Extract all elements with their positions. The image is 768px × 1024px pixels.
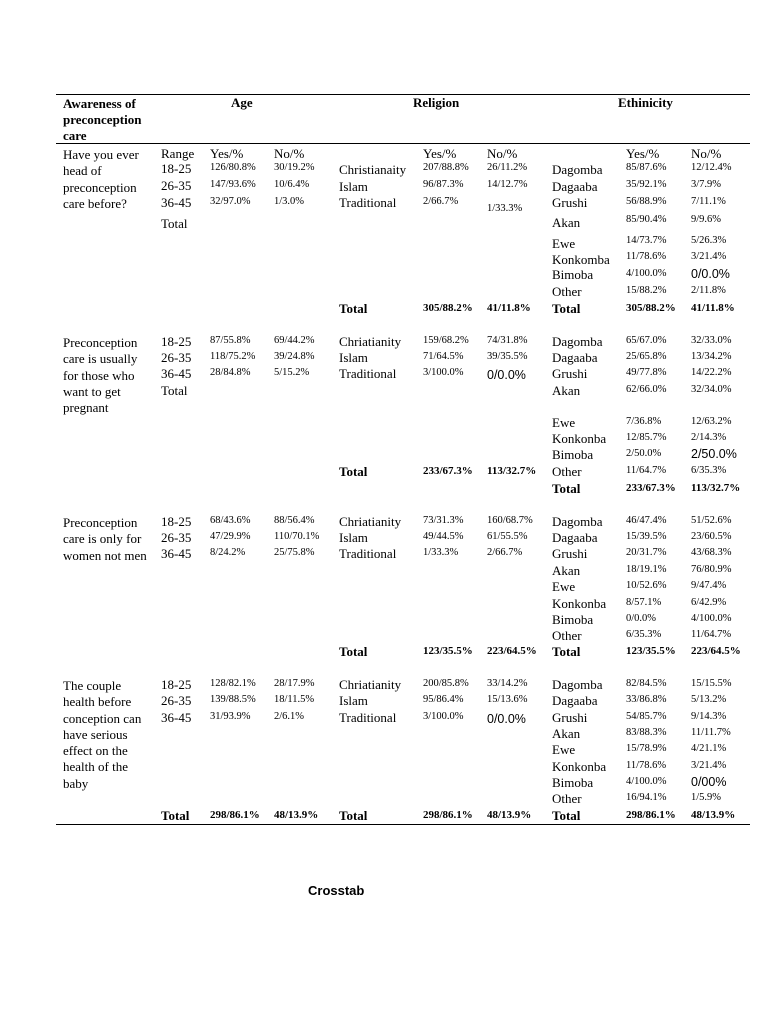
ethnicity-name: Akan [552, 215, 581, 230]
age-yes-value: 31/93.9% [210, 711, 251, 722]
religion-yes-value: 207/88.8% [423, 162, 469, 173]
ethnicity-total-no: 113/32.7% [691, 482, 741, 494]
ethnicity-name: Dagaaba [552, 693, 598, 708]
ethnicity-yes-value: 18/19.1% [626, 564, 667, 575]
ethnicity-name: Dagaaba [552, 350, 598, 365]
ethnicity-yes-value: 35/92.1% [626, 179, 667, 190]
ethnicity-total-label: Total [552, 481, 581, 496]
ethnicity-no-value: 32/34.0% [691, 384, 732, 395]
religion-no-value: 26/11.2% [487, 162, 528, 173]
ethnicity-name: Grushi [552, 366, 588, 381]
ethnicity-yes-value: 62/66.0% [626, 384, 667, 395]
age-yes-value: 139/88.5% [210, 694, 256, 705]
ethnicity-name: Grushi [552, 195, 588, 210]
religion-no-value: 14/12.7% [487, 179, 528, 190]
ethnicity-no-value: 4/21.1% [691, 743, 727, 754]
table-header-rule [56, 143, 750, 144]
religion-total-label: Total [339, 301, 368, 316]
ethnicity-no-value: 1/5.9% [691, 792, 722, 803]
religion-total-label: Total [339, 464, 368, 479]
age-no-value: 5/15.2% [274, 367, 310, 378]
header-age: Age [231, 95, 253, 110]
religion-yes-value: 73/31.3% [423, 515, 464, 526]
ethnicity-no-value: 51/52.6% [691, 515, 732, 526]
ethnicity-name: Akan [552, 383, 581, 398]
age-yes-label: Yes/% [210, 146, 244, 161]
table-bottom-rule [56, 824, 750, 825]
religion-total-no: 48/13.9% [487, 809, 532, 821]
age-no-value: 88/56.4% [274, 515, 315, 526]
age-range: 36-45 [161, 195, 192, 210]
ethnicity-name: Ewe [552, 579, 576, 594]
religion-no-value: 15/13.6% [487, 694, 528, 705]
religion-total-yes: 233/67.3% [423, 465, 473, 477]
age-yes-value: 87/55.8% [210, 335, 251, 346]
ethnicity-yes-value: 10/52.6% [626, 580, 667, 591]
ethnicity-name: Bimoba [552, 775, 594, 790]
religion-total-no: 223/64.5% [487, 645, 537, 657]
religion-total-yes: 123/35.5% [423, 645, 473, 657]
ethnicity-no-label: No/% [691, 146, 722, 161]
religion-yes-value: 96/87.3% [423, 179, 464, 190]
age-yes-value: 28/84.8% [210, 367, 251, 378]
age-no-value: 28/17.9% [274, 678, 315, 689]
ethnicity-yes-value: 11/78.6% [626, 251, 667, 262]
ethnicity-no-value: 6/42.9% [691, 597, 727, 608]
religion-no-value: 2/66.7% [487, 547, 523, 558]
ethnicity-name: Ewe [552, 742, 576, 757]
age-yes-value: 126/80.8% [210, 162, 256, 173]
ethnicity-yes-value: 7/36.8% [626, 416, 662, 427]
ethnicity-name: Dagomba [552, 514, 603, 529]
religion-name: Traditional [339, 366, 397, 381]
ethnicity-yes-value: 49/77.8% [626, 367, 667, 378]
ethnicity-yes-value: 15/88.2% [626, 285, 667, 296]
religion-yes-value: 2/66.7% [423, 196, 459, 207]
ethnicity-no-value: 5/26.3% [691, 235, 727, 246]
religion-yes-value: 1/33.3% [423, 547, 459, 558]
ethnicity-no-value: 4/100.0% [691, 613, 732, 624]
ethnicity-yes-value: 2/50.0% [626, 448, 662, 459]
religion-name: Traditional [339, 546, 397, 561]
ethnicity-total-label: Total [552, 808, 581, 823]
religion-name: Traditional [339, 195, 397, 210]
age-yes-value: 118/75.2% [210, 351, 256, 362]
age-range: 36-45 [161, 546, 192, 561]
ethnicity-yes-value: 4/100.0% [626, 776, 667, 787]
religion-name: Traditional [339, 710, 397, 725]
ethnicity-yes-value: 11/64.7% [626, 465, 667, 476]
age-no-value: 25/75.8% [274, 547, 315, 558]
ethnicity-total-label: Total [552, 301, 581, 316]
ethnicity-name: Akan [552, 726, 581, 741]
ethnicity-yes-value: 46/47.4% [626, 515, 667, 526]
age-yes-value: 147/93.6% [210, 179, 256, 190]
ethnicity-no-value: 11/64.7% [691, 629, 732, 640]
ethnicity-no-value: 12/12.4% [691, 162, 732, 173]
ethnicity-name: Dagaaba [552, 530, 598, 545]
ethnicity-yes-value: 56/88.9% [626, 196, 667, 207]
question-text: Have you ever head of preconception care before? [63, 147, 139, 211]
ethnicity-name: Konkonba [552, 596, 607, 611]
ethnicity-name: Bimoba [552, 612, 594, 627]
age-no-value: 69/44.2% [274, 335, 315, 346]
ethnicity-no-value: 2/11.8% [691, 285, 726, 296]
ethnicity-no-value: 15/15.5% [691, 678, 732, 689]
age-total-label: Total [161, 383, 188, 398]
ethnicity-no-value: 2/50.0% [691, 447, 737, 461]
ethnicity-yes-value: 82/84.5% [626, 678, 667, 689]
age-yes-value: 8/24.2% [210, 547, 246, 558]
age-range: 36-45 [161, 366, 192, 381]
religion-no-value: 0/0.0% [487, 712, 526, 726]
ethnicity-no-value: 0/0.0% [691, 267, 730, 281]
ethnicity-no-value: 43/68.3% [691, 547, 732, 558]
age-yes-value: 32/97.0% [210, 196, 251, 207]
ethnicity-total-label: Total [552, 644, 581, 659]
religion-yes-label: Yes/% [423, 146, 457, 161]
age-no-value: 2/6.1% [274, 711, 305, 722]
ethnicity-name: Other [552, 284, 582, 299]
religion-total-yes: 298/86.1% [423, 809, 473, 821]
ethnicity-yes-value: 14/73.7% [626, 235, 667, 246]
ethnicity-total-yes: 298/86.1% [626, 809, 676, 821]
age-range: 26-35 [161, 178, 192, 193]
age-range-label: Range [161, 146, 195, 161]
header-religion: Religion [413, 95, 460, 110]
age-range: 26-35 [161, 693, 192, 708]
religion-yes-value: 3/100.0% [423, 367, 464, 378]
ethnicity-yes-value: 11/78.6% [626, 760, 667, 771]
religion-no-value: 160/68.7% [487, 515, 533, 526]
header-awareness: Awareness of preconception care [63, 96, 142, 143]
age-total-yes: 298/86.1% [210, 809, 260, 821]
ethnicity-name: Grushi [552, 710, 588, 725]
age-no-value: 10/6.4% [274, 179, 310, 190]
religion-yes-value: 49/44.5% [423, 531, 464, 542]
age-no-value: 110/70.1% [274, 531, 320, 542]
question-text: Preconception care is usually for those who want to get pregnant [63, 335, 138, 416]
ethnicity-total-no: 41/11.8% [691, 302, 735, 314]
ethnicity-name: Ewe [552, 415, 576, 430]
ethnicity-yes-value: 0/0.0% [626, 613, 657, 624]
religion-name: Islam [339, 350, 368, 365]
religion-name: Chriatianity [339, 334, 402, 349]
religion-no-value: 39/35.5% [487, 351, 528, 362]
ethnicity-no-value: 3/21.4% [691, 760, 727, 771]
ethnicity-no-value: 3/7.9% [691, 179, 722, 190]
religion-no-label: No/% [487, 146, 518, 161]
age-total-no: 48/13.9% [274, 809, 319, 821]
ethnicity-name: Other [552, 628, 582, 643]
ethnicity-no-value: 12/63.2% [691, 416, 732, 427]
religion-yes-value: 200/85.8% [423, 678, 469, 689]
header-ethnicity: Ethinicity [618, 95, 673, 110]
ethnicity-no-value: 0/00% [691, 775, 727, 789]
ethnicity-name: Other [552, 791, 582, 806]
age-range: 26-35 [161, 350, 192, 365]
ethnicity-name: Bimoba [552, 267, 594, 282]
religion-name: Chriatianity [339, 514, 402, 529]
ethnicity-yes-value: 65/67.0% [626, 335, 667, 346]
ethnicity-yes-label: Yes/% [626, 146, 660, 161]
age-total-label: Total [161, 216, 188, 231]
ethnicity-total-no: 48/13.9% [691, 809, 736, 821]
ethnicity-no-value: 9/14.3% [691, 711, 727, 722]
ethnicity-yes-value: 6/35.3% [626, 629, 662, 640]
ethnicity-name: Konkonba [552, 431, 607, 446]
ethnicity-name: Dagomba [552, 162, 603, 177]
age-range: 18-25 [161, 334, 192, 349]
ethnicity-yes-value: 15/39.5% [626, 531, 667, 542]
question-text: The couple health before conception can have serious effect on the health of the baby [63, 678, 142, 791]
ethnicity-no-value: 76/80.9% [691, 564, 732, 575]
religion-no-value: 61/55.5% [487, 531, 528, 542]
ethnicity-yes-value: 8/57.1% [626, 597, 662, 608]
religion-yes-value: 159/68.2% [423, 335, 469, 346]
ethnicity-yes-value: 83/88.3% [626, 727, 667, 738]
ethnicity-yes-value: 4/100.0% [626, 268, 667, 279]
ethnicity-name: Other [552, 464, 582, 479]
ethnicity-total-yes: 233/67.3% [626, 482, 676, 494]
age-range: 36-45 [161, 710, 192, 725]
ethnicity-total-yes: 305/88.2% [626, 302, 676, 314]
religion-name: Islam [339, 179, 368, 194]
ethnicity-yes-value: 33/86.8% [626, 694, 667, 705]
ethnicity-no-value: 6/35.3% [691, 465, 727, 476]
religion-total-no: 113/32.7% [487, 465, 537, 477]
age-yes-value: 68/43.6% [210, 515, 251, 526]
ethnicity-yes-value: 85/87.6% [626, 162, 667, 173]
age-yes-value: 128/82.1% [210, 678, 256, 689]
age-no-value: 39/24.8% [274, 351, 315, 362]
age-range: 18-25 [161, 161, 192, 176]
age-no-value: 1/3.0% [274, 196, 305, 207]
religion-name: Chriatianity [339, 677, 402, 692]
ethnicity-no-value: 3/21.4% [691, 251, 727, 262]
religion-name: Islam [339, 693, 368, 708]
religion-yes-value: 71/64.5% [423, 351, 464, 362]
ethnicity-yes-value: 20/31.7% [626, 547, 667, 558]
ethnicity-name: Dagaaba [552, 179, 598, 194]
ethnicity-yes-value: 15/78.9% [626, 743, 667, 754]
ethnicity-name: Akan [552, 563, 581, 578]
ethnicity-name: Konkonba [552, 759, 607, 774]
ethnicity-no-value: 7/11.1% [691, 196, 726, 207]
age-range: 18-25 [161, 514, 192, 529]
ethnicity-name: Dagomba [552, 677, 603, 692]
religion-total-label: Total [339, 644, 368, 659]
religion-no-value: 33/14.2% [487, 678, 528, 689]
ethnicity-name: Konkomba [552, 252, 610, 267]
ethnicity-no-value: 23/60.5% [691, 531, 732, 542]
age-no-value: 18/11.5% [274, 694, 315, 705]
ethnicity-no-value: 14/22.2% [691, 367, 732, 378]
ethnicity-yes-value: 25/65.8% [626, 351, 667, 362]
ethnicity-name: Dagomba [552, 334, 603, 349]
age-yes-value: 47/29.9% [210, 531, 251, 542]
ethnicity-yes-value: 85/90.4% [626, 214, 667, 225]
ethnicity-no-value: 5/13.2% [691, 694, 727, 705]
ethnicity-no-value: 9/47.4% [691, 580, 727, 591]
religion-no-value: 0/0.0% [487, 368, 526, 382]
religion-total-yes: 305/88.2% [423, 302, 473, 314]
ethnicity-no-value: 9/9.6% [691, 214, 722, 225]
ethnicity-no-value: 11/11.7% [691, 727, 731, 738]
ethnicity-name: Ewe [552, 236, 576, 251]
ethnicity-no-value: 32/33.0% [691, 335, 732, 346]
age-range: 26-35 [161, 530, 192, 545]
age-no-label: No/% [274, 146, 305, 161]
religion-total-label: Total [339, 808, 368, 823]
religion-yes-value: 95/86.4% [423, 694, 464, 705]
ethnicity-total-yes: 123/35.5% [626, 645, 676, 657]
age-no-value: 30/19.2% [274, 162, 315, 173]
religion-yes-value: 3/100.0% [423, 711, 464, 722]
question-text: Preconception care is only for women not men [63, 515, 147, 563]
age-range: 18-25 [161, 677, 192, 692]
ethnicity-yes-value: 16/94.1% [626, 792, 667, 803]
ethnicity-name: Bimoba [552, 447, 594, 462]
religion-no-value: 1/33.3% [487, 203, 523, 214]
ethnicity-total-no: 223/64.5% [691, 645, 741, 657]
crosstab-caption: Crosstab [308, 883, 365, 898]
ethnicity-no-value: 13/34.2% [691, 351, 732, 362]
religion-name: Islam [339, 530, 368, 545]
ethnicity-yes-value: 54/85.7% [626, 711, 667, 722]
ethnicity-no-value: 2/14.3% [691, 432, 727, 443]
ethnicity-name: Grushi [552, 546, 588, 561]
religion-total-no: 41/11.8% [487, 302, 531, 314]
religion-no-value: 74/31.8% [487, 335, 528, 346]
age-total-label: Total [161, 808, 190, 823]
religion-name: Christianaity [339, 162, 407, 177]
ethnicity-yes-value: 12/85.7% [626, 432, 667, 443]
